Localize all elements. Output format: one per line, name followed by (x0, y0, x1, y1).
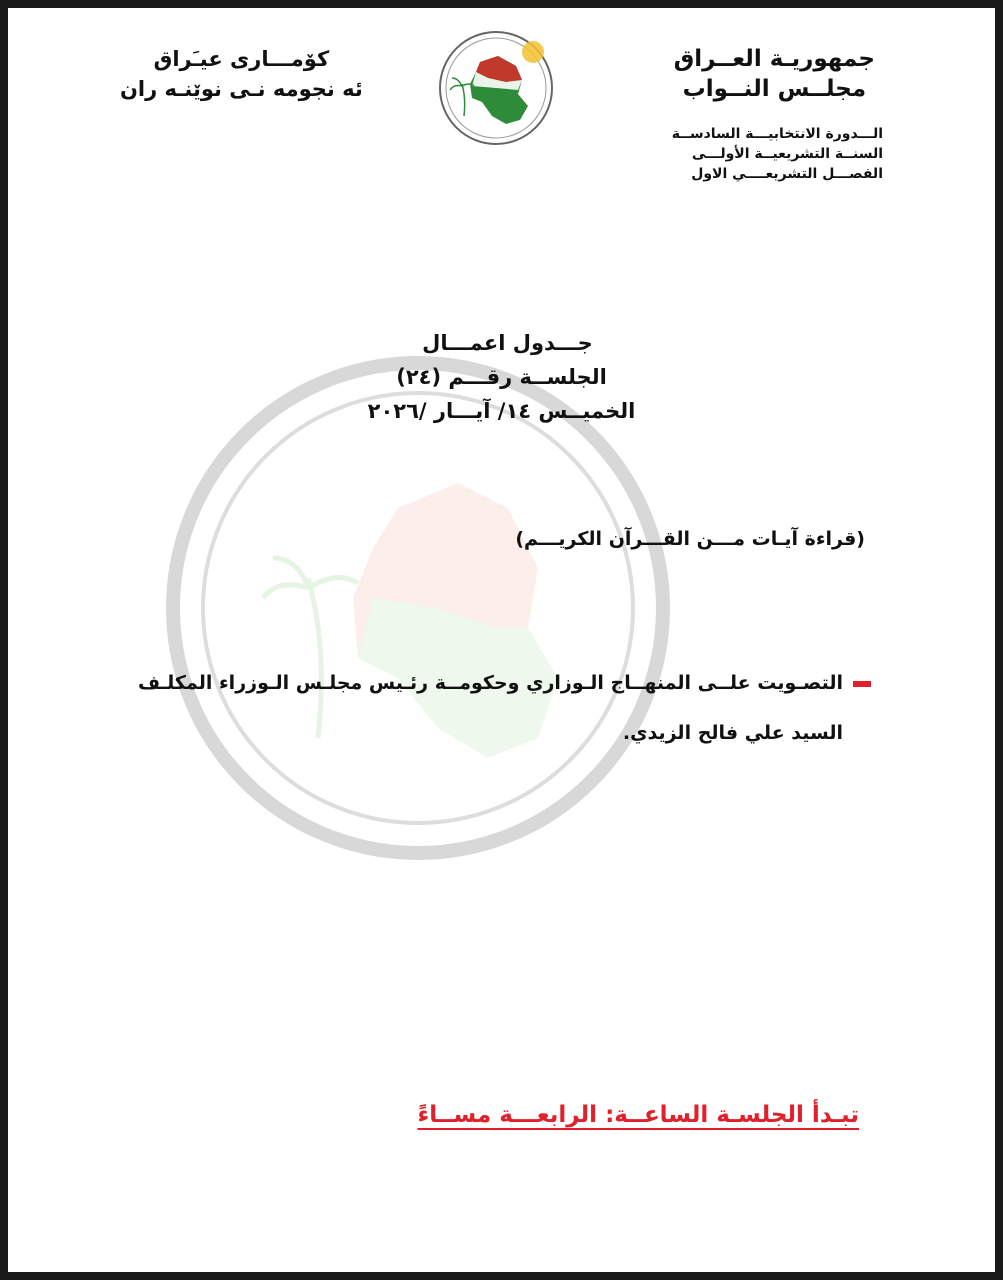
header-right (674, 44, 875, 104)
header-left (120, 44, 363, 104)
agenda-title-block (8, 326, 995, 428)
parliament-logo (436, 28, 556, 148)
republic-title-kurdish: كۆمـــارى عيـَراق (153, 47, 330, 71)
session-info-line: الفصـــل التشريعــــي الاول (691, 166, 883, 182)
agenda-heading: جـــدول اعمـــال (422, 331, 593, 355)
agenda-item-line1 (116, 658, 871, 708)
session-info-line: الـــدورة الانتخابيـــة السادســة (671, 126, 883, 142)
session-info (672, 124, 883, 184)
session-info-line: السنــة التشريعيــة الأولـــى (691, 146, 883, 162)
agenda-item-line2: السيد علي فالح الزيدي. (622, 722, 843, 744)
republic-title: جمهوريـة العــراق (673, 46, 875, 72)
council-title: مجلــس النــواب (682, 76, 867, 102)
document-page (8, 8, 995, 1272)
session-start-time: تبـدأ الجلسـة الساعــة: الرابعـــة مســاءً (417, 1102, 859, 1128)
agenda-item-text: التصـويت علــى المنهــاج الـوزاري وحكومــة رئـيس مجلـس الـوزراء المكلـف (138, 672, 843, 694)
agenda-item (116, 658, 871, 758)
session-number: الجلســة رقـــم (٢٤) (396, 365, 607, 389)
session-date: الخميــس ١٤/ آيـــار /٢٠٢٦ (367, 399, 636, 423)
quran-reading-item: (قراءة آيـات مـــن القـــرآن الكريـــم) (515, 528, 865, 550)
bullet-dash-icon (853, 681, 871, 687)
council-title-kurdish: ئه نجومه نـى نوێنـه ران (120, 77, 363, 101)
